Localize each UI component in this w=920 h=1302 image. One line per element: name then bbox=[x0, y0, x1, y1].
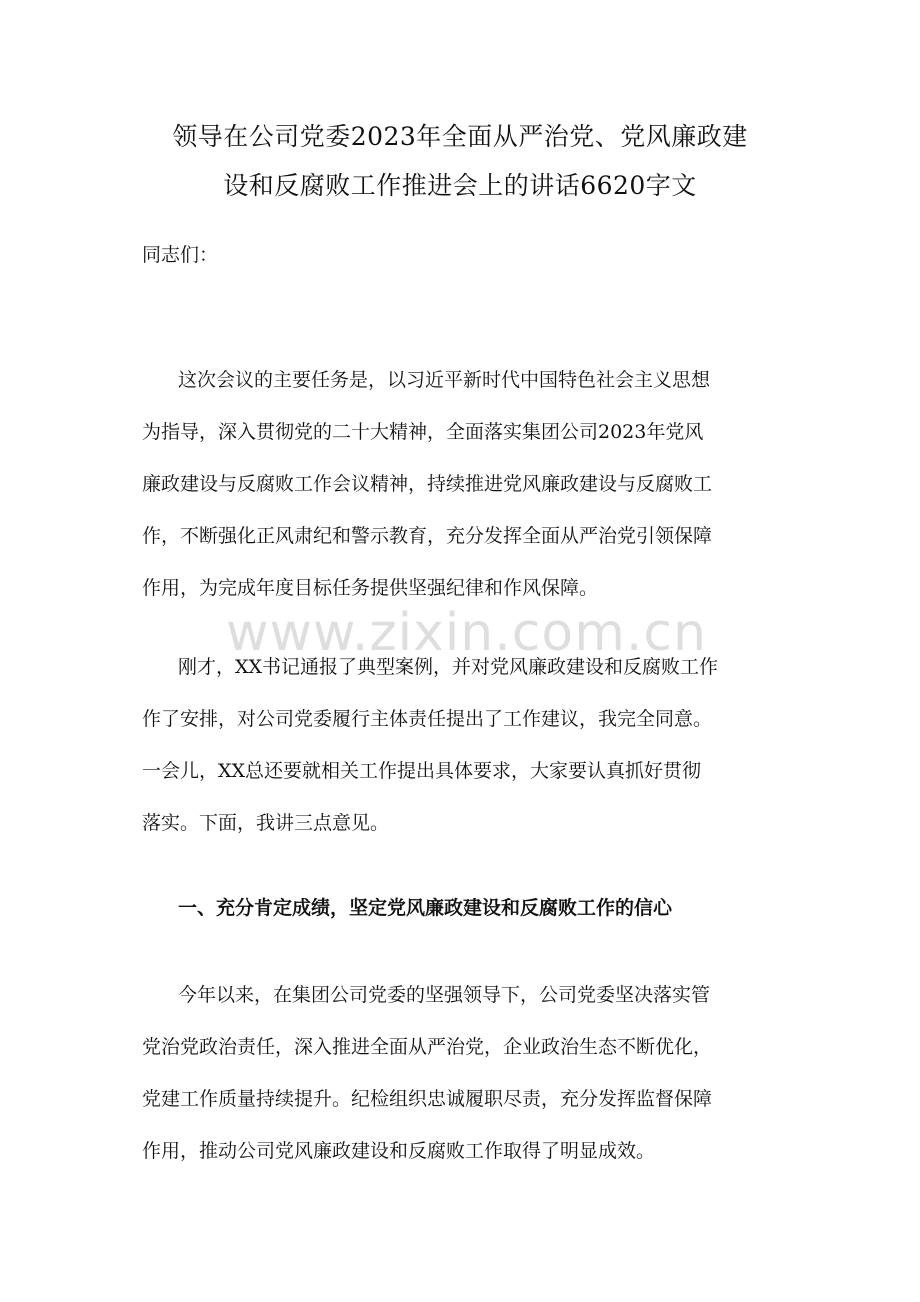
title-line: 领导在公司党委2023年全面从严治党、党风廉政建 bbox=[172, 122, 748, 151]
paragraph-line: 刚才，XX书记通报了典型案例，并对党风廉政建设和反腐败工作 bbox=[178, 656, 719, 678]
paragraph-line: 作了安排，对公司党委履行主体责任提出了工作建议，我完全同意。 bbox=[142, 708, 713, 730]
watermark: www.zixin.com.cn bbox=[226, 603, 707, 663]
paragraph-line: 作用，为完成年度目标任务提供坚强纪律和作风保障。 bbox=[142, 577, 599, 599]
paragraph-line: 廉政建设与反腐败工作会议精神，持续推进党风廉政建设与反腐败工 bbox=[142, 473, 713, 495]
paragraph-line: 今年以来，在集团公司党委的坚强领导下，公司党委坚决落实管 bbox=[178, 984, 711, 1006]
paragraph-line: 这次会议的主要任务是，以习近平新时代中国特色社会主义思想 bbox=[178, 369, 711, 391]
paragraph-achievements bbox=[142, 969, 792, 1177]
paragraph-line: 党治党政治责任，深入推进全面从严治党，企业政治生态不断优化， bbox=[142, 1036, 713, 1058]
paragraph-line: 为指导，深入贯彻党的二十大精神，全面落实集团公司2023年党风 bbox=[142, 421, 704, 443]
paragraph-line: 党建工作质量持续提升。纪检组织忠诚履职尽责，充分发挥监督保障 bbox=[142, 1088, 713, 1110]
document-title bbox=[100, 112, 820, 210]
section-heading-1: 一、充分肯定成绩，坚定党风廉政建设和反腐败工作的信心 bbox=[178, 897, 673, 919]
paragraph-intro bbox=[142, 354, 792, 614]
salutation: 同志们： bbox=[142, 244, 219, 266]
title-line: 设和反腐败工作推进会上的讲话6620字文 bbox=[223, 171, 697, 200]
paragraph-line: 作，不断强化正风肃纪和警示教育，充分发挥全面从严治党引领保障 bbox=[142, 525, 713, 547]
paragraph-line: 一会儿，XX总还要就相关工作提出具体要求，大家要认真抓好贯彻 bbox=[142, 760, 702, 782]
paragraph-remarks bbox=[142, 641, 792, 849]
paragraph-line: 作用，推动公司党风廉政建设和反腐败工作取得了明显成效。 bbox=[142, 1140, 656, 1162]
paragraph-line: 落实。下面，我讲三点意见。 bbox=[142, 812, 390, 834]
